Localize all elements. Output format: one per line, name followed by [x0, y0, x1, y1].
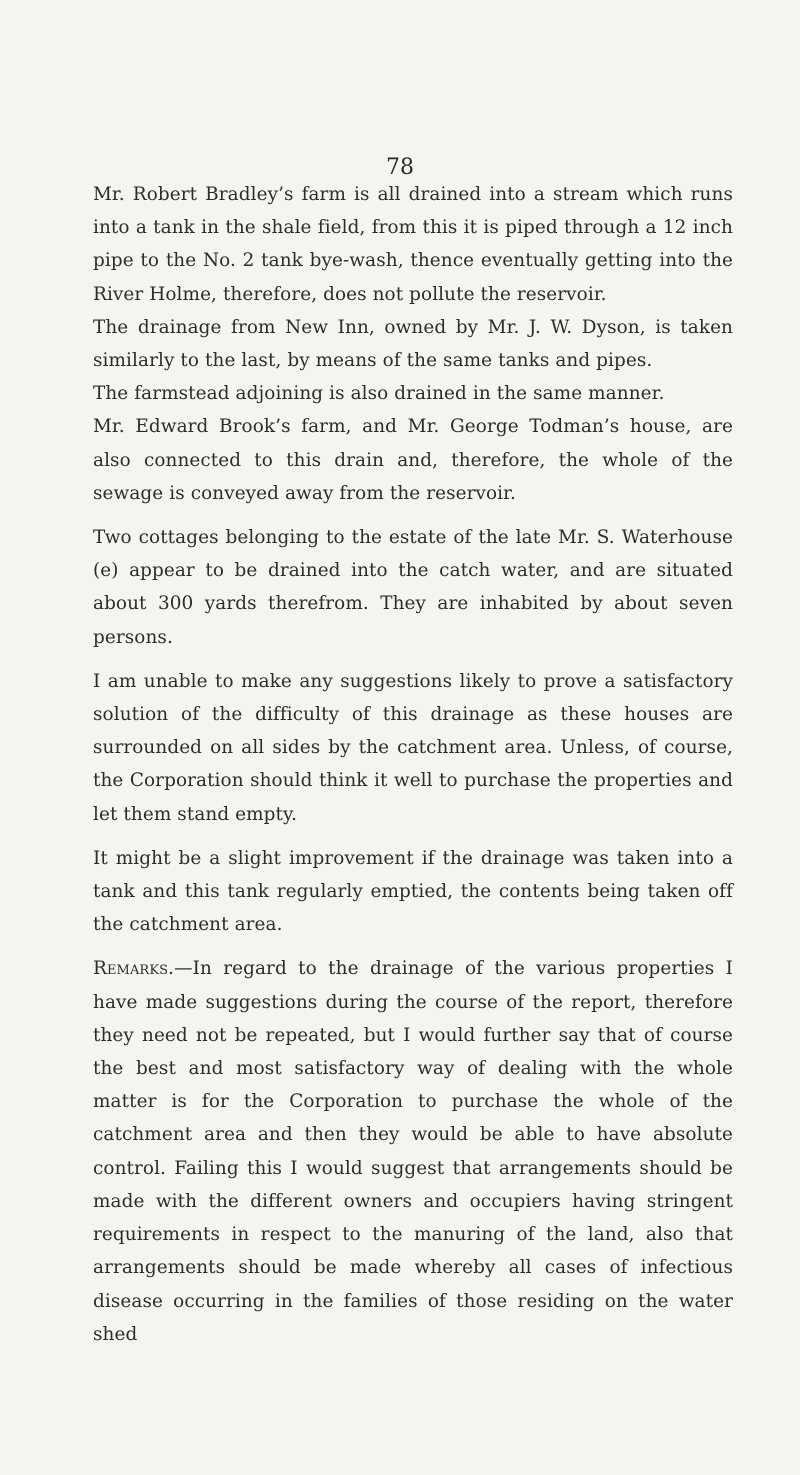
- paragraph-improvement: It might be a slight improvement if the drainage was taken into a tank and this tank regularly emptied, the contents being taken off the catchment area.: [93, 847, 733, 936]
- paragraph-remarks: [93, 952, 733, 1350]
- remarks-text: —In regard to the drainage of the various properties I have made suggestions during the course of the report, therefore they need not be repeated, but I would further say that of course the best and most satisfactory way of dealing with the whole matter is for the Corporation to purchase the whole of the catchment area and then they would be able to have absolute control. Failing this I would suggest that arrangements should be made with the different owners and occupiers having stringent requirements in respect to the manuring of the land, also that arrangements should be made whereby all cases of infectious disease occurring in the families of those residing on the water shed: [93, 958, 733, 1345]
- paragraph-cottages: Two cottages belonging to the estate of the late Mr. S. Waterhouse (e) appear to be drained into the catch water, and are situated about 300 yards therefrom. They are inhabited by about seven persons.: [93, 527, 733, 648]
- paragraph-brook-farm: Mr. Edward Brook’s farm, and Mr. George Todman’s house, are also connected to this drain and, therefore, the whole of the sewage is conveyed away from the reservoir.: [93, 416, 733, 504]
- paragraph-new-inn: The drainage from New Inn, owned by Mr. J. W. Dyson, is taken similarly to the last, by means of the same tanks and pipes.: [93, 316, 733, 372]
- paragraph-farmstead: The farmstead adjoining is also drained in the same manner.: [93, 383, 665, 405]
- remarks-heading: Remarks.: [93, 958, 175, 980]
- paragraph-bradley-farm: Mr. Robert Bradley’s farm is all drained into a stream which runs into a tank in the shale field, from this it is piped through a 12 inch pipe to the No. 2 tank bye-wash, thence eventually getting into the River Holme, therefore, does not pollute the reservoir.: [93, 184, 733, 305]
- paragraph-suggestions: I am unable to make any suggestions likely to prove a satisfactory solution of the difficulty of this drainage as these houses are surrounded on all sides by the catchment area. Unless, of course, the Corporation should think it well to purchase the properties and let them stand empty.: [93, 670, 733, 825]
- page-number: 78: [386, 155, 414, 180]
- body-text: [93, 178, 733, 1351]
